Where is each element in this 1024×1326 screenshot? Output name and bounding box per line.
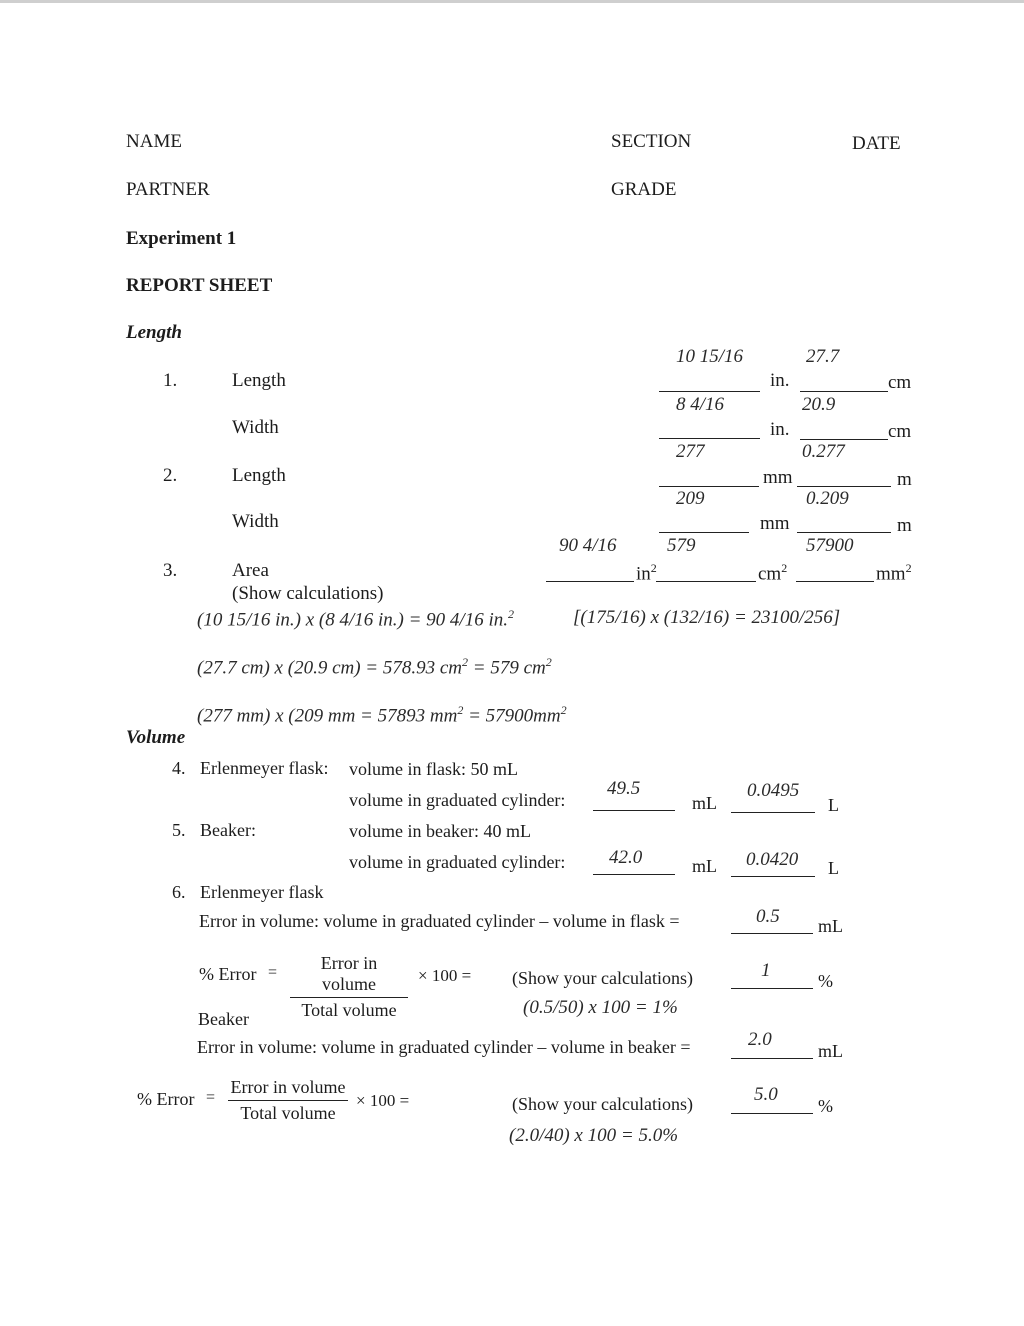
- pct-error-flask-show: (Show your calculations): [512, 968, 693, 988]
- q6-label: Erlenmeyer flask: [200, 882, 324, 902]
- q1-length-in-unit: in.: [770, 370, 790, 391]
- q1-length-cm-unit: cm: [888, 372, 912, 393]
- pct-error-beaker-show: (Show your calculations): [512, 1094, 693, 1114]
- q1-width-in-line: [659, 438, 760, 439]
- pct-error-flask-sign: %: [818, 971, 833, 991]
- q5-ml-unit: mL: [692, 856, 717, 876]
- name-label: NAME: [126, 131, 182, 152]
- pct-error-beaker-fraction: [228, 1077, 348, 1124]
- fraction-denominator: Total volume: [240, 1103, 336, 1123]
- q2-width-m-value: 0.209: [806, 488, 849, 509]
- q3-area-mm2-line: [796, 581, 874, 582]
- error-beaker-value: 2.0: [748, 1029, 772, 1050]
- q3-number: 3.: [163, 560, 178, 581]
- report-title: REPORT SHEET: [126, 275, 273, 296]
- q5-label: Beaker:: [200, 820, 256, 840]
- pct-error-flask-value: 1: [761, 960, 771, 981]
- q2-width-label: Width: [232, 511, 279, 532]
- q3-area-in2-value: 90 4/16: [559, 535, 617, 556]
- pct-error-beaker-value: 5.0: [754, 1084, 778, 1105]
- q4-l-line: [731, 812, 815, 813]
- q1-width-cm-unit: cm: [888, 421, 912, 442]
- q2-width-mm-value: 209: [676, 488, 705, 509]
- q3-area-label: Area: [232, 560, 269, 581]
- length-heading: Length: [126, 322, 182, 343]
- q3-area-in2-unit: $in^2$: [636, 561, 657, 585]
- scan-edge: [0, 0, 1024, 3]
- pct-error-flask-fraction: [290, 953, 408, 1021]
- q2-number: 2.: [163, 465, 178, 486]
- q1-length-cm-value: 27.7: [806, 346, 840, 367]
- q5-grad-label: volume in graduated cylinder:: [349, 852, 566, 872]
- pct-error-beaker-sign: %: [818, 1096, 833, 1116]
- q5-ml-value: 42.0: [609, 847, 643, 868]
- q5-l-value: 0.0420: [746, 849, 799, 870]
- experiment-title: Experiment 1: [126, 228, 237, 249]
- q2-length-m-unit: m: [897, 469, 912, 490]
- beaker-label: Beaker: [198, 1009, 249, 1029]
- grade-label: GRADE: [611, 179, 677, 200]
- q2-width-m-unit: m: [897, 515, 912, 536]
- q4-grad-label: volume in graduated cylinder:: [349, 790, 566, 810]
- fraction-denominator: Total volume: [301, 1000, 397, 1020]
- q3-show-calculations: (Show calculations): [232, 583, 384, 604]
- error-beaker-unit: mL: [818, 1041, 843, 1061]
- q3-area-mm2-value: 57900: [806, 535, 854, 556]
- q3-area-cm2-line: [656, 581, 756, 582]
- q3-area-cm2-unit: $cm^2$: [758, 561, 788, 585]
- q1-length-in-value: 10 15/16: [676, 346, 744, 367]
- date-label: DATE: [852, 133, 901, 154]
- q5-l-line: [731, 876, 815, 877]
- volume-heading: Volume: [126, 727, 186, 748]
- q1-width-cm-value: 20.9: [802, 394, 836, 415]
- q3-area-cm2-value: 579: [667, 535, 696, 556]
- error-flask-unit: mL: [818, 916, 843, 936]
- pct-error-beaker-calc: (2.0/40) x 100 = 5.0%: [509, 1125, 679, 1146]
- q1-width-in-value: 8 4/16: [676, 394, 725, 415]
- pct-error-beaker-label: % Error: [137, 1089, 195, 1109]
- q1-number: 1.: [163, 370, 178, 391]
- q4-number: 4.: [172, 758, 186, 778]
- q4-l-unit: L: [828, 795, 839, 815]
- calc-inches: (10 15/16 in.) x (8 4/16 in.) = 90 4/16 in.$^2$: [197, 607, 514, 631]
- fraction-numerator: Error in volume: [290, 953, 408, 998]
- q1-width-label: Width: [232, 417, 279, 438]
- q2-length-m-value: 0.277: [802, 441, 845, 462]
- pct-error-flask-times: × 100 =: [418, 966, 472, 985]
- calc-inches-fraction: [(175/16) x (132/16) = 23100/256]: [573, 607, 841, 628]
- q2-length-label: Length: [232, 465, 286, 486]
- pct-error-flask-line: [731, 988, 813, 989]
- error-flask-line: [731, 933, 813, 934]
- q2-width-m-line: [797, 532, 891, 533]
- q1-length-label: Length: [232, 370, 286, 391]
- q3-area-in2-line: [546, 581, 634, 582]
- q2-width-mm-unit: mm: [760, 513, 790, 534]
- error-flask-label: Error in volume: volume in graduated cylinder – volume in flask =: [199, 911, 680, 931]
- q3-area-mm2-unit: $mm^2$: [876, 561, 912, 585]
- q1-length-in-line: [659, 391, 760, 392]
- q2-width-mm-line: [659, 532, 749, 533]
- q1-width-cm-line: [800, 439, 888, 440]
- q1-width-in-unit: in.: [770, 419, 790, 440]
- q6-number: 6.: [172, 882, 186, 902]
- section-label: SECTION: [611, 131, 692, 152]
- fraction-numerator: Error in volume: [228, 1077, 348, 1101]
- q4-ml-line: [593, 810, 675, 811]
- calc-millimeters: (277 mm) x (209 mm = 57893 $mm^2 = 57900mm^2$: [197, 703, 567, 727]
- q4-ml-value: 49.5: [607, 778, 641, 799]
- partner-label: PARTNER: [126, 179, 210, 200]
- q4-l-value: 0.0495: [747, 780, 800, 801]
- q1-length-cm-line: [800, 391, 888, 392]
- error-beaker-line: [731, 1058, 813, 1059]
- q2-length-m-line: [797, 486, 891, 487]
- q5-ml-line: [593, 874, 675, 875]
- calc-centimeters: (27.7 cm) x (20.9 cm) = 578.93 $cm^2 = 579$ $cm^2$: [197, 655, 552, 679]
- error-flask-value: 0.5: [756, 906, 780, 927]
- pct-error-flask-eq: =: [268, 964, 278, 981]
- pct-error-flask-calc: (0.5/50) x 100 = 1%: [523, 997, 678, 1018]
- q4-label: Erlenmeyer flask:: [200, 758, 329, 778]
- q5-beaker-volume: volume in beaker: 40 mL: [349, 821, 531, 841]
- q2-length-mm-line: [659, 486, 759, 487]
- pct-error-flask-label: % Error: [199, 964, 257, 984]
- q4-flask-volume: volume in flask: 50 mL: [349, 759, 518, 779]
- q2-length-mm-unit: mm: [763, 467, 793, 488]
- q2-length-mm-value: 277: [676, 441, 705, 462]
- q5-number: 5.: [172, 820, 186, 840]
- pct-error-beaker-times: × 100 =: [356, 1091, 410, 1110]
- pct-error-beaker-line: [731, 1113, 813, 1114]
- pct-error-beaker-eq: =: [206, 1089, 216, 1106]
- error-beaker-label: Error in volume: volume in graduated cylinder – volume in beaker =: [197, 1037, 691, 1057]
- q5-l-unit: L: [828, 858, 839, 878]
- q4-ml-unit: mL: [692, 793, 717, 813]
